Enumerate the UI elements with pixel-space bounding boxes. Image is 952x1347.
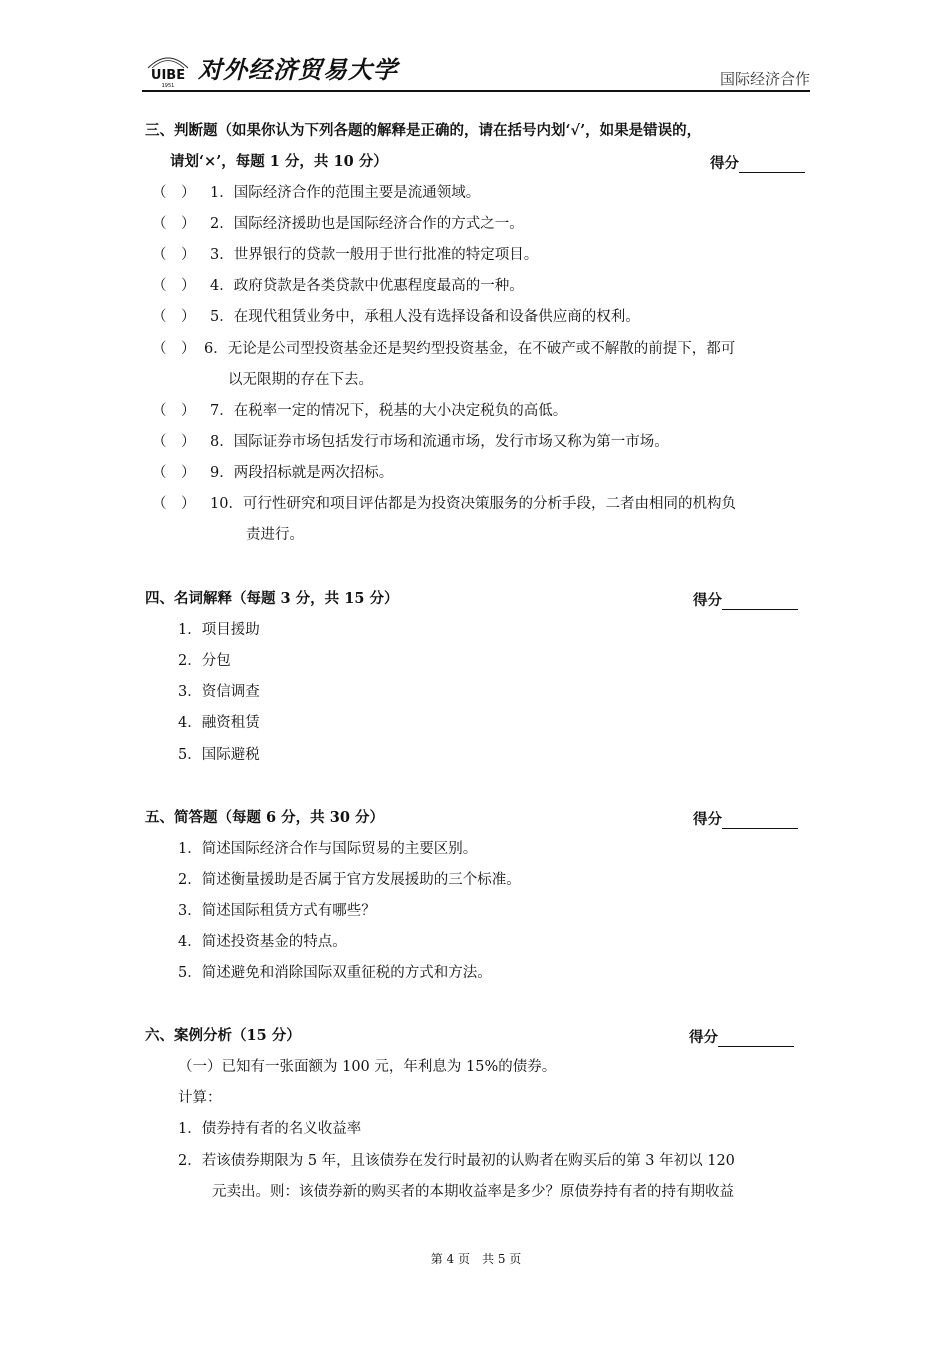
short-answer-item: 2．简述衡量援助是否属于官方发展援助的三个标准。 xyxy=(178,872,521,888)
judge-item: （ ） 7．在税率一定的情况下，税基的大小决定税负的高低。 xyxy=(152,403,568,419)
score-label: 得分 xyxy=(693,811,722,828)
answer-paren[interactable]: （ ） xyxy=(152,216,196,232)
logo-year: 1951 xyxy=(161,83,175,88)
answer-paren[interactable]: （ ） xyxy=(152,185,196,201)
section6-title: 六、案例分析（15 分） xyxy=(145,1027,301,1044)
answer-paren[interactable]: （ ） xyxy=(152,309,196,325)
judge-item-continuation: 以无限期的存在下去。 xyxy=(228,372,373,388)
answer-paren[interactable]: （ ） xyxy=(152,465,196,481)
judge-item: （ ） 5．在现代租赁业务中，承租人没有选择设备和设备供应商的权利。 xyxy=(152,309,640,325)
university-logo-icon xyxy=(142,46,194,88)
section3-score xyxy=(710,152,805,173)
judge-item: （ ） 1．国际经济合作的范围主要是流通领域。 xyxy=(152,185,481,201)
university-name: 对外经济贸易大学 xyxy=(198,55,398,84)
course-title: 国际经济合作 xyxy=(719,70,810,88)
answer-paren[interactable]: （ ） xyxy=(152,341,196,357)
term-item: 4．融资租赁 xyxy=(178,715,260,731)
case-question-continuation: 元卖出。则：该债券新的购买者的本期收益率是多少？原债券持有者的持有期收益 xyxy=(212,1184,734,1200)
short-answer-item: 5．简述避免和消除国际双重征税的方式和方法。 xyxy=(178,965,492,981)
answer-paren[interactable]: （ ） xyxy=(152,278,196,294)
short-answer-item: 4．简述投资基金的特点。 xyxy=(178,934,347,950)
short-answer-item: 3．简述国际租赁方式有哪些？ xyxy=(178,903,376,919)
section5-score xyxy=(693,808,798,829)
short-answer-item: 1．简述国际经济合作与国际贸易的主要区别。 xyxy=(178,841,478,857)
term-item: 5．国际避税 xyxy=(178,747,260,763)
case-question: 1．债券持有者的名义收益率 xyxy=(178,1121,362,1137)
judge-item: （ ） 9．两段招标就是两次招标。 xyxy=(152,465,394,481)
term-item: 1．项目援助 xyxy=(178,622,260,638)
judge-item: （ ） 6．无论是公司型投资基金还是契约型投资基金，在不破产或不解散的前提下，都可 xyxy=(152,341,736,357)
page-number: 第 4 页 共 5 页 xyxy=(430,1252,522,1266)
answer-paren[interactable]: （ ） xyxy=(152,247,196,263)
judge-item: （ ） 8．国际证券市场包括发行市场和流通市场，发行市场又称为第一市场。 xyxy=(152,434,669,450)
logo-text: UIBE xyxy=(150,68,186,83)
section6-score xyxy=(689,1026,794,1047)
header-divider xyxy=(142,90,810,92)
score-blank[interactable] xyxy=(722,593,798,610)
score-label: 得分 xyxy=(710,155,739,172)
answer-paren[interactable]: （ ） xyxy=(152,403,196,419)
answer-paren[interactable]: （ ） xyxy=(152,496,196,512)
case-question: 2．若该债券期限为 5 年，且该债券在发行时最初的认购者在购买后的第 3 年初以 120 xyxy=(178,1153,735,1169)
score-blank[interactable] xyxy=(739,156,805,173)
section4-score xyxy=(693,589,798,610)
judge-item: （ ） 4．政府贷款是各类贷款中优惠程度最高的一种。 xyxy=(152,278,524,294)
section5-title: 五、简答题（每题 6 分，共 30 分） xyxy=(145,809,384,826)
page-header xyxy=(142,40,810,92)
section3-title-line1: 三、判断题（如果你认为下列各题的解释是正确的，请在括号内划‘√’，如果是错误的， xyxy=(145,122,702,139)
judge-item: （ ） 2．国际经济援助也是国际经济合作的方式之一。 xyxy=(152,216,524,232)
case-intro: （一）已知有一张面额为 100 元，年利息为 15%的债券。 xyxy=(178,1059,557,1075)
section3-title-line2: 请划‘×’，每题 1 分，共 10 分） xyxy=(170,153,388,170)
term-item: 3．资信调查 xyxy=(178,684,260,700)
case-calc-label: 计算： xyxy=(178,1090,222,1106)
judge-item: （ ） 3．世界银行的贷款一般用于世行批准的特定项目。 xyxy=(152,247,539,263)
score-blank[interactable] xyxy=(718,1030,794,1047)
section4-title: 四、名词解释（每题 3 分，共 15 分） xyxy=(145,590,399,607)
answer-paren[interactable]: （ ） xyxy=(152,434,196,450)
score-label: 得分 xyxy=(689,1029,718,1046)
score-label: 得分 xyxy=(693,592,722,609)
judge-item: （ ） 10．可行性研究和项目评估都是为投资决策服务的分析手段，二者由相同的机构负 xyxy=(152,496,736,512)
term-item: 2．分包 xyxy=(178,653,231,669)
judge-item-continuation: 责进行。 xyxy=(246,527,304,543)
score-blank[interactable] xyxy=(722,812,798,829)
